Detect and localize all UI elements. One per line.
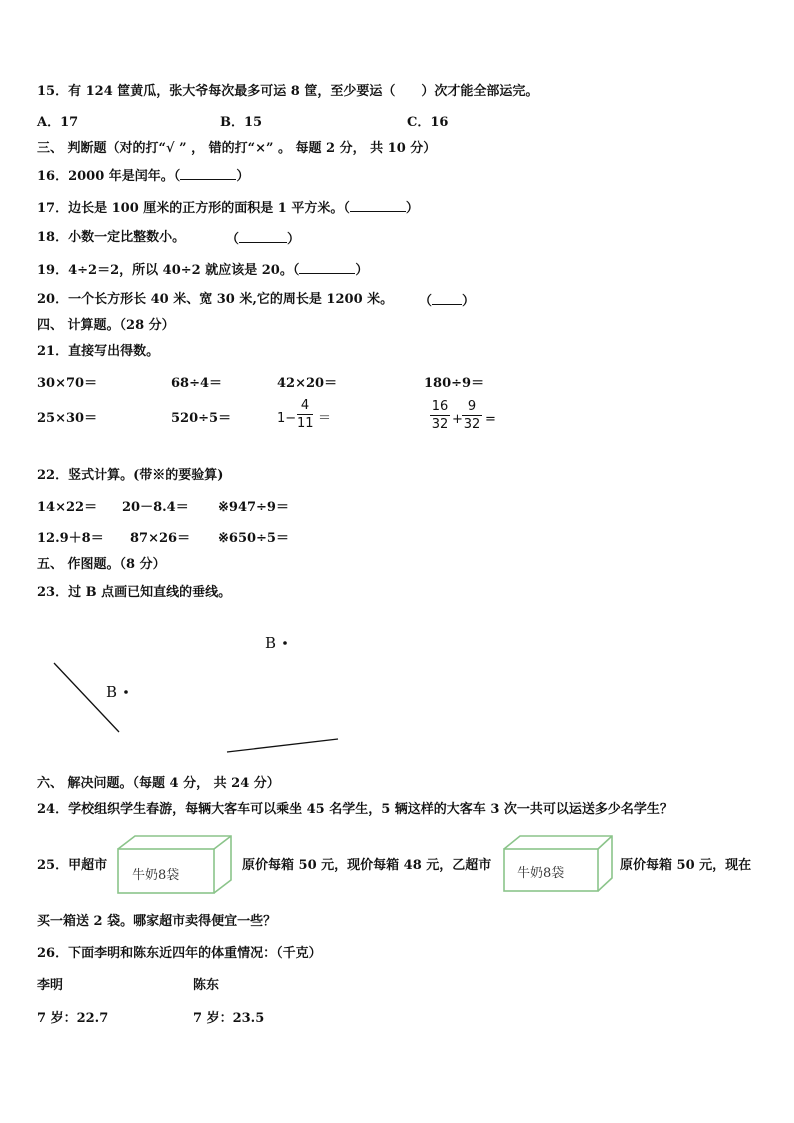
section-4-title: 四、 计算题。（28 分） [37,318,175,333]
q26-liming-7: 7 岁：22.7 [37,1011,109,1026]
q21-expr-8-equals: = [485,412,496,427]
q18-close: ） [287,232,301,247]
q18-text: 18．小数一定比整数小。 [37,230,186,245]
q22-expr-3: ※947÷9＝ [218,500,289,515]
section-3-title: 三、 判断题（对的打“√ ” ， 错的打“×” 。 每题 2 分， 共 10 分） [37,141,437,156]
q21-expr-6: 520÷5＝ [171,411,232,426]
fraction-numerator: 16 [431,399,449,414]
point-b-2-label: B [106,683,118,701]
q18-open: （ [226,232,240,247]
q22-title: 22．竖式计算。(带※的要验算) [37,468,224,483]
fraction-denominator: 32 [463,417,481,432]
q22-expr-1: 14×22＝ [37,500,98,515]
q21-expr-1: 30×70＝ [37,376,98,391]
q26-name-chendong: 陈东 [193,978,220,993]
q15-text: 15．有 124 筐黄瓜，张大爷每次最多可运 8 筐，至少要运（ ）次才能全部运完。 [37,84,539,99]
q21-expr-5: 25×30＝ [37,411,98,426]
q24-text: 24．学校组织学生春游，每辆大客车可以乘坐 45 名学生，5 辆这样的大客车 3 次一共可以运送多少名学生？ [37,802,673,817]
q21-expr-7-equals: ＝ [318,411,332,426]
q22-expr-5: 87×26＝ [130,531,191,546]
section-6-title: 六、 解决问题。（每题 4 分， 共 24 分） [37,776,280,791]
milk-box-2-label: 牛奶8袋 [517,866,565,881]
fraction-numerator: 4 [300,398,310,413]
q15-option-b[interactable]: B．15 [220,115,263,130]
q17-close: ） [405,201,419,216]
q25-middle: 原价每箱 50 元，现价每箱 48 元，乙超市 [242,858,492,873]
section-5-title: 五、 作图题。（8 分） [37,557,166,572]
q22-expr-4: 12.9＋8＝ [37,531,104,546]
q21-title: 21．直接写出得数。 [37,344,160,359]
q19-close: ） [355,263,369,278]
q21-expr-4: 180÷9＝ [424,376,485,391]
q22-expr-6: ※650÷5＝ [218,531,289,546]
q26-title: 26．下面李明和陈东近四年的体重情况：（千克） [37,946,322,961]
q22-expr-2: 20－8.4＝ [122,500,189,515]
q16-text: 16．2000 年是闰年。（ [37,169,181,184]
q17-text: 17．边长是 100 厘米的正方形的面积是 1 平方米。（ [37,201,350,216]
q15-option-a[interactable]: A．17 [37,115,79,130]
q23-title: 23．过 B 点画已知直线的垂线。 [37,585,232,600]
milk-box-2-edge [598,836,612,849]
q21-expr-3: 42×20＝ [277,376,338,391]
milk-box-1-edge [214,836,231,849]
q25-line-2: 买一箱送 2 袋。哪家超市卖得便宜一些？ [37,914,277,929]
fraction-denominator: 32 [431,417,449,432]
q26-chendong-7: 7 岁：23.5 [193,1011,265,1026]
q20-open: （ [419,294,433,309]
q21-expr-7-prefix: 1− [277,411,297,426]
q19-text: 19．4÷2＝2，所以 40÷2 就应该是 20。（ [37,263,300,278]
q21-expr-8-plus: + [452,412,463,427]
q21-expr-2: 68÷4＝ [171,376,223,391]
q20-text: 20．一个长方形长 40 米、宽 30 米,它的周长是 1200 米。 [37,292,394,307]
q16-close: ） [236,169,250,184]
q25-suffix: 原价每箱 50 元，现在 [620,858,752,873]
q15-option-c[interactable]: C．16 [407,115,449,130]
q20-close: ） [462,294,476,309]
q25-prefix: 25．甲超市 [37,858,108,873]
fraction-denominator: 11 [297,416,314,431]
q26-name-liming: 李明 [37,978,64,993]
milk-box-1-label: 牛奶8袋 [132,868,180,883]
fraction-numerator: 9 [467,399,477,414]
point-b-1-label: B [265,634,277,652]
